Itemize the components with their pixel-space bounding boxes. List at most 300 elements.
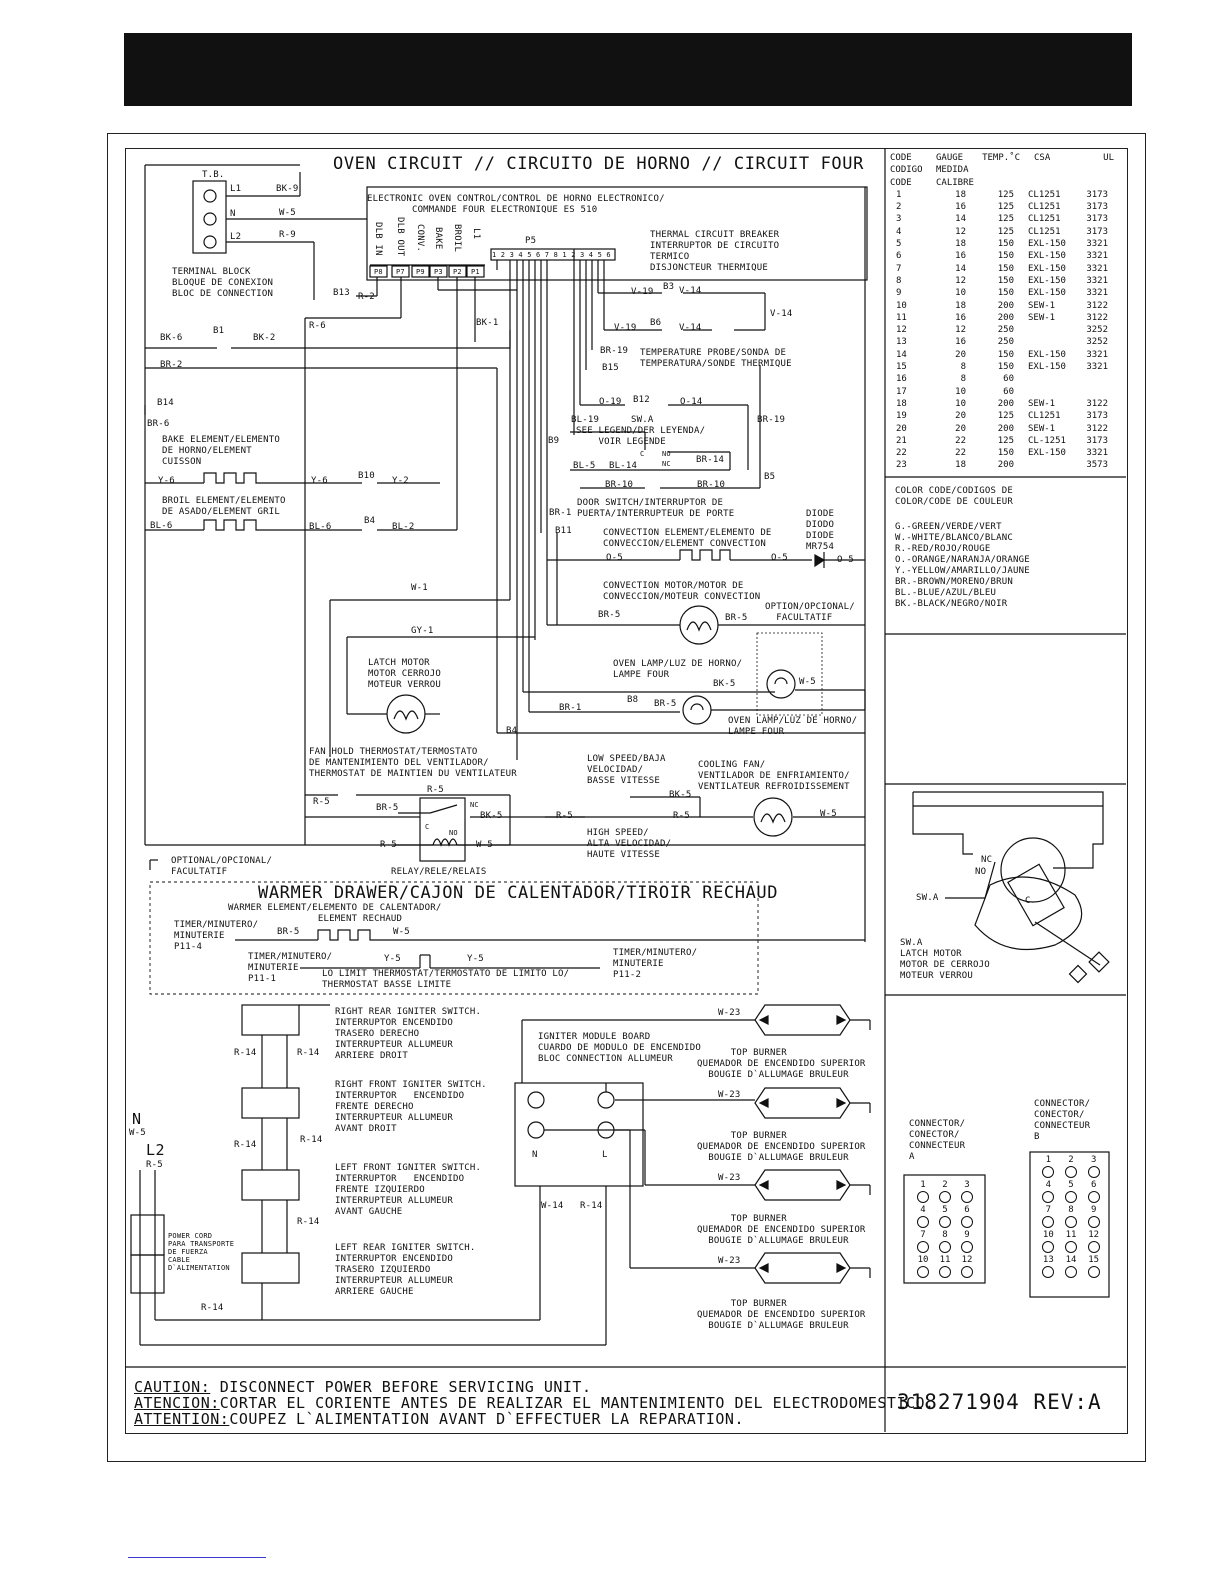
- table-cell: 3173: [1086, 226, 1108, 237]
- table-cell: CL1251: [1028, 189, 1061, 200]
- wire-br6: BR-6: [147, 419, 170, 429]
- wire-br10-a: BR-10: [605, 480, 634, 490]
- table-cell: 3173: [1086, 411, 1108, 422]
- b4-label-a: B4: [364, 516, 376, 526]
- wire-bl19: BL-19: [571, 415, 600, 425]
- table-cell: 20: [955, 349, 966, 360]
- table-cell: EXL-150: [1028, 288, 1066, 299]
- p3-label: P3: [434, 268, 443, 276]
- connector-a-pins: [912, 1180, 978, 1278]
- table-row: [890, 361, 1114, 373]
- table-cell: 18: [955, 239, 966, 250]
- table-cell: CL-1251: [1028, 435, 1066, 446]
- table-cell: SEW-1: [1028, 423, 1056, 434]
- table-row: [890, 447, 1114, 459]
- table-cell: EXL-150: [1028, 362, 1066, 373]
- table-header-gauge: GAUGE MEDIDA CALIBRE: [936, 153, 974, 188]
- wire-br5-b: BR-5: [725, 613, 748, 623]
- table-cell: 150: [997, 362, 1014, 373]
- pin-number: 3: [1090, 1155, 1097, 1165]
- table-cell: SEW-1: [1028, 398, 1056, 409]
- table-cell: 18: [955, 300, 966, 311]
- wire-r9: R-9: [279, 230, 296, 240]
- part-number: 318271904 REV:A: [897, 1390, 1102, 1414]
- table-cell: 2: [896, 202, 902, 213]
- p5-pin-number: 2: [571, 251, 576, 259]
- pin-socket: [1088, 1266, 1100, 1278]
- wire-r14-b: R-14: [297, 1048, 320, 1058]
- wire-br5-c: BR-5: [654, 699, 677, 709]
- table-cell: [1014, 373, 1080, 385]
- pin-number: 10: [917, 1255, 929, 1265]
- pin-socket: [961, 1241, 973, 1253]
- pin-socket: [1065, 1216, 1077, 1228]
- wire-w23-a: W-23: [718, 1008, 741, 1018]
- b3-label: B3: [663, 282, 675, 292]
- table-cell: 3321: [1086, 448, 1108, 459]
- latch-no-label: NO: [975, 867, 987, 877]
- table-cell: 10: [896, 300, 907, 311]
- table-cell: 14: [955, 214, 966, 225]
- table-row: [890, 435, 1114, 447]
- table-cell: 14: [955, 263, 966, 274]
- cooling-fan-label: COOLING FAN/ VENTILADOR DE ENFRIAMIENTO/ VENTILATEUR REFROIDISSEMENT: [698, 760, 850, 792]
- table-cell: 150: [997, 349, 1014, 360]
- pin-number: 5: [1068, 1180, 1074, 1190]
- table-cell: 3173: [1086, 189, 1108, 200]
- table-cell: 13: [896, 337, 907, 348]
- connector-pin: [912, 1255, 934, 1278]
- pin-socket: [917, 1266, 929, 1278]
- color-code-item: BK.-BLACK/NEGRO/NOIR: [895, 599, 1008, 609]
- table-cell: 18: [896, 398, 907, 409]
- table-body: [890, 189, 1114, 472]
- table-cell: [1014, 386, 1080, 398]
- diagram-title: OVEN CIRCUIT // CIRCUITO DE HORNO // CIRCUIT FOUR: [333, 154, 864, 174]
- oven-lamp-label-1: OVEN LAMP/LUZ DE HORNO/ LAMPE FOUR: [613, 659, 743, 680]
- pin-socket: [961, 1216, 973, 1228]
- color-code-item: O.-ORANGE/NARANJA/ORANGE: [895, 555, 1030, 565]
- wire-br14: BR-14: [696, 455, 725, 465]
- table-row: [890, 238, 1114, 250]
- table-cell: 250: [997, 337, 1014, 348]
- wire-w5-c: W-5: [820, 809, 837, 819]
- pin-number: 1: [920, 1180, 926, 1190]
- connector-pin: [1037, 1255, 1060, 1278]
- dlb-out-label: DLB OUT: [395, 217, 405, 257]
- connector-pin: [956, 1205, 978, 1228]
- pin-socket: [939, 1266, 951, 1278]
- p5-pin-number: 2: [500, 251, 506, 259]
- table-cell: 9: [896, 288, 902, 299]
- table-cell: 10: [955, 288, 966, 299]
- l2-big-label: L2: [146, 1141, 166, 1159]
- connector-pin: [1037, 1230, 1060, 1253]
- n-big-label: N: [132, 1110, 142, 1128]
- p5-pin-number: 6: [536, 251, 541, 259]
- wire-v14-b: V-14: [770, 309, 793, 319]
- table-header-code: CODE CODIGO CODE: [890, 153, 923, 188]
- warmer-element-label: WARMER ELEMENT/ELEMENTO DE CALENTADOR/ ELEMENT RECHAUD: [228, 903, 442, 924]
- b5-label: B5: [764, 472, 776, 482]
- table-row: [890, 300, 1114, 312]
- wire-w5-b: W-5: [799, 677, 816, 687]
- latch-swa-label: SW.A: [916, 893, 939, 903]
- connector-pin: [1037, 1155, 1060, 1178]
- atencion-label: ATENCION:: [134, 1394, 220, 1412]
- connector-pin: [1082, 1180, 1105, 1203]
- table-cell: 200: [997, 423, 1014, 434]
- table-row: [890, 398, 1114, 410]
- table-cell: 150: [997, 288, 1014, 299]
- left-front-switch-label: LEFT FRONT IGNITER SWITCH. INTERRUPTOR ENCENDIDO FRENTE IZQUIERDO INTERRUPTEUR ALLUMEUR AVANT GAUCHE: [335, 1163, 482, 1217]
- pin-number: 9: [964, 1230, 970, 1240]
- table-row: [890, 336, 1114, 348]
- table-cell: 12: [896, 325, 907, 336]
- wire-br10-b: BR-10: [697, 480, 726, 490]
- table-cell: 3321: [1086, 275, 1108, 286]
- table-cell: 3321: [1086, 251, 1108, 262]
- wire-br2: BR-2: [160, 360, 183, 370]
- table-row: [890, 201, 1114, 213]
- wire-w23-c: W-23: [718, 1173, 741, 1183]
- wire-y5-a: Y-5: [384, 954, 401, 964]
- pin-number: 10: [1042, 1230, 1054, 1240]
- wire-r5-c: R-5: [556, 811, 573, 821]
- pin-number: 2: [1068, 1155, 1074, 1165]
- pin-number: 11: [939, 1255, 951, 1265]
- table-cell: 3321: [1086, 349, 1108, 360]
- table-cell: 125: [997, 411, 1014, 422]
- swa-label: SW.A: [631, 415, 654, 425]
- low-speed-label: LOW SPEED/BAJA VELOCIDAD/ BASSE VITESSE: [587, 754, 666, 786]
- pin-socket: [917, 1216, 929, 1228]
- table-cell: 22: [955, 448, 966, 459]
- table-cell: 3252: [1086, 325, 1108, 336]
- table-cell: 17: [896, 386, 907, 397]
- wire-br5-d: BR-5: [376, 803, 399, 813]
- table-cell: 10: [955, 386, 966, 397]
- wire-r5-f: R-5: [146, 1160, 163, 1170]
- wire-br5-a: BR-5: [598, 610, 621, 620]
- dlb-in-label: DLB IN: [373, 222, 383, 256]
- pin-number: 3: [964, 1180, 970, 1190]
- table-cell: 250: [997, 325, 1014, 336]
- wire-v19-a: V-19: [631, 287, 654, 297]
- table-cell: SEW-1: [1028, 300, 1056, 311]
- table-cell: EXL-150: [1028, 251, 1066, 262]
- b9-label: B9: [548, 436, 560, 446]
- pin-number: 8: [942, 1230, 948, 1240]
- p2-label: P2: [453, 268, 462, 276]
- table-header-temp: TEMP.˚C: [982, 153, 1020, 163]
- lo-limit-label: LO LIMIT THERMOSTAT/TERMOSTATO DE LIMITO LO/ THERMOSTAT BASSE LIMITE: [322, 969, 570, 990]
- connector-pin: [1082, 1155, 1105, 1178]
- pin-socket: [939, 1216, 951, 1228]
- wire-w5-d: W-5: [476, 840, 493, 850]
- color-code-item: Y.-YELLOW/AMARILLO/JAUNE: [895, 566, 1030, 576]
- table-row: [890, 263, 1114, 275]
- wire-r14-a: R-14: [234, 1048, 257, 1058]
- wire-y6-b: Y-6: [311, 476, 328, 486]
- table-cell: 15: [896, 362, 907, 373]
- table-cell: 1: [896, 189, 902, 200]
- table-cell: 3122: [1086, 300, 1108, 311]
- wire-br1-b: BR-1: [559, 703, 582, 713]
- wire-br5-e: BR-5: [277, 927, 300, 937]
- latch-caption: SW.A LATCH MOTOR MOTOR DE CERROJO MOTEUR VERROU: [900, 938, 990, 981]
- table-cell: 3122: [1086, 423, 1108, 434]
- connector-pin: [1037, 1180, 1060, 1203]
- wire-v19-b: V-19: [614, 323, 637, 333]
- wire-bk2: BK-2: [253, 333, 276, 343]
- conv-label: CONV.: [415, 224, 425, 253]
- burner-label-3: TOP BURNER QUEMADOR DE ENCENDIDO SUPERIOR BOUGIE D`ALLUMAGE BRULEUR: [697, 1214, 866, 1246]
- switch-c-label: C: [640, 450, 645, 458]
- table-cell: EXL-150: [1028, 448, 1066, 459]
- latch-nc-label: NC: [981, 855, 993, 865]
- table-cell: 16: [896, 374, 907, 385]
- module-l-label: L: [602, 1150, 608, 1160]
- connector-pin: [1060, 1230, 1083, 1253]
- table-cell: 20: [955, 411, 966, 422]
- wire-r5-a: R-5: [427, 785, 444, 795]
- table-row: [890, 423, 1114, 435]
- broil-element-label: BROIL ELEMENT/ELEMENTO DE ASADO/ELEMENT GRIL: [162, 496, 286, 517]
- pin-number: 13: [1042, 1255, 1054, 1265]
- table-cell: 10: [955, 398, 966, 409]
- table-cell: 18: [955, 460, 966, 471]
- table-cell: 3173: [1086, 202, 1108, 213]
- table-cell: 150: [997, 275, 1014, 286]
- p5-pin-number: 3: [580, 251, 585, 259]
- pin-number: 4: [1045, 1180, 1052, 1190]
- convection-motor-label: CONVECTION MOTOR/MOTOR DE CONVECCION/MOTEUR CONVECTION: [603, 581, 761, 602]
- b13-label: B13: [333, 288, 350, 298]
- caution-text: DISCONNECT POWER BEFORE SERVICING UNIT.: [210, 1378, 592, 1396]
- table-cell: 16: [955, 251, 966, 262]
- pin-socket: [1088, 1166, 1100, 1178]
- warmer-drawer-title: WARMER DRAWER/CAJON DE CALENTADOR/TIROIR RECHAUD: [258, 883, 779, 903]
- table-cell: CL1251: [1028, 411, 1061, 422]
- pin-number: 7: [1045, 1205, 1052, 1215]
- table-cell: EXL-150: [1028, 275, 1066, 286]
- relay-label: RELAY/RELE/RELAIS: [391, 867, 487, 877]
- timer-label-2: TIMER/MINUTERO/ MINUTERIE P11-1: [248, 952, 333, 984]
- pin-number: 9: [1090, 1205, 1097, 1215]
- wire-bk5-c: BK-5: [669, 790, 692, 800]
- connector-pin: [934, 1205, 956, 1228]
- table-cell: 6: [896, 251, 902, 262]
- table-cell: [1014, 324, 1080, 336]
- table-cell: 8: [960, 374, 966, 385]
- attention-label: ATTENTION:: [134, 1410, 230, 1428]
- table-cell: 4: [896, 226, 902, 237]
- table-cell: 3122: [1086, 398, 1108, 409]
- p5-pin-number: 4: [518, 251, 523, 259]
- b11-label: B11: [555, 526, 572, 536]
- table-cell: 125: [997, 202, 1014, 213]
- latch-c-label: C: [1025, 896, 1031, 906]
- fan-hold-thermostat-label: FAN HOLD THERMOSTAT/TERMOSTATO DE MANTENIMIENTO DEL VENTILADOR/ THERMOSTAT DE MAINTIEN DU VENTILATEUR: [309, 747, 517, 779]
- l2-label: L2: [230, 232, 242, 242]
- pin-number: 8: [1068, 1205, 1074, 1215]
- color-code-item: G.-GREEN/VERDE/VERT: [895, 522, 1002, 532]
- table-cell: 3122: [1086, 312, 1108, 323]
- wire-o5-b: O-5: [771, 553, 788, 563]
- burner-label-2: TOP BURNER QUEMADOR DE ENCENDIDO SUPERIOR BOUGIE D`ALLUMAGE BRULEUR: [697, 1131, 866, 1163]
- table-row: [890, 410, 1114, 422]
- wire-bk9: BK-9: [276, 184, 299, 194]
- connector-pin: [1060, 1155, 1083, 1178]
- table-cell: 150: [997, 448, 1014, 459]
- broil-label: BROIL: [452, 224, 462, 253]
- table-cell: 8: [896, 275, 902, 286]
- table-cell: 12: [955, 226, 966, 237]
- pin-number: 7: [920, 1230, 926, 1240]
- table-cell: [1080, 386, 1108, 398]
- table-cell: 23: [896, 460, 907, 471]
- pin-number: 15: [1088, 1255, 1100, 1265]
- table-cell: 125: [997, 226, 1014, 237]
- table-cell: 22: [955, 435, 966, 446]
- attention-text: COUPEZ L`ALIMENTATION AVANT D`EFFECTUER LA REPARATION.: [229, 1410, 744, 1428]
- color-code-item: W.-WHITE/BLANCO/BLANC: [895, 533, 1013, 543]
- pin-number: 5: [942, 1205, 948, 1215]
- table-row: [890, 459, 1114, 471]
- wire-bl5: BL-5: [573, 461, 596, 471]
- option-label: OPTION/OPCIONAL/ FACULTATIF: [765, 602, 855, 623]
- table-row: [890, 189, 1114, 201]
- connector-pin: [1082, 1255, 1105, 1278]
- p8-label: P8: [374, 268, 383, 276]
- temp-probe-label: TEMPERATURE PROBE/SONDA DE TEMPERATURA/SONDE THERMIQUE: [640, 348, 792, 369]
- table-row: [890, 287, 1114, 299]
- pin-socket: [1042, 1216, 1054, 1228]
- caution-label: CAUTION:: [134, 1378, 211, 1396]
- p7-label: P7: [396, 268, 405, 276]
- wire-y6-a: Y-6: [158, 476, 175, 486]
- eoc-label: ELECTRONIC OVEN CONTROL/CONTROL DE HORNO ELECTRONICO/ COMMANDE FOUR ELECTRONIQUE ES 510: [367, 194, 665, 215]
- wire-bk1: BK-1: [476, 318, 499, 328]
- pin-socket: [1065, 1241, 1077, 1253]
- table-cell: 16: [955, 337, 966, 348]
- connector-pin: [956, 1230, 978, 1253]
- wire-bl6-a: BL-6: [150, 521, 173, 531]
- table-cell: 60: [1003, 374, 1014, 385]
- door-switch-label: DOOR SWITCH/INTERRUPTOR DE PUERTA/INTERRUPTEUR DE PORTE: [577, 498, 735, 519]
- b1-label: B1: [213, 326, 225, 336]
- wire-gy1: GY-1: [411, 626, 434, 636]
- pin-number: 11: [1065, 1230, 1077, 1240]
- wire-r14-f: R-14: [201, 1303, 224, 1313]
- table-header-csa: CSA: [1034, 153, 1051, 163]
- wire-o5-a: O-5: [606, 553, 623, 563]
- connector-pin: [956, 1255, 978, 1278]
- wire-y5-b: Y-5: [467, 954, 484, 964]
- wire-w1: W-1: [411, 583, 428, 593]
- table-cell: CL1251: [1028, 226, 1061, 237]
- table-cell: 18: [955, 189, 966, 200]
- wire-w14: W-14: [541, 1201, 564, 1211]
- p5-pin-number: 4: [588, 251, 594, 259]
- table-row: [890, 312, 1114, 324]
- p5-pin-number: 5: [597, 251, 602, 259]
- wire-spec-table: [890, 152, 1114, 472]
- wire-o5-c: O-5: [837, 555, 854, 565]
- connector-pin: [1082, 1230, 1105, 1253]
- pin-socket: [1042, 1191, 1054, 1203]
- p5-pin-number: 1: [562, 251, 567, 259]
- color-code-item: R.-RED/ROJO/ROUGE: [895, 544, 991, 554]
- connector-pin: [1060, 1255, 1083, 1278]
- pin-socket: [1088, 1216, 1100, 1228]
- table-cell: 22: [896, 448, 907, 459]
- igniter-module-label: IGNITER MODULE BOARD CUARDO DE MODULO DE ENCENDIDO BLOC CONNECTION ALLUMEUR: [538, 1032, 701, 1064]
- table-cell: 16: [955, 202, 966, 213]
- p5-pin-number: 3: [509, 251, 514, 259]
- connector-pin: [912, 1180, 934, 1203]
- thermal-breaker-label: THERMAL CIRCUIT BREAKER INTERRUPTOR DE CIRCUITO TERMICO DISJONCTEUR THERMIQUE: [650, 230, 780, 273]
- wire-br19-a: BR-19: [600, 346, 629, 356]
- wire-bl14: BL-14: [609, 461, 638, 471]
- table-cell: 19: [896, 411, 907, 422]
- pin-number: 6: [964, 1205, 970, 1215]
- table-cell: [1014, 336, 1080, 348]
- pin-socket: [1088, 1191, 1100, 1203]
- bake-label: BAKE: [433, 227, 443, 250]
- wire-v14-c: V-14: [679, 323, 702, 333]
- switch-nc-label: NC: [662, 460, 671, 468]
- left-rear-switch-label: LEFT REAR IGNITER SWITCH. INTERRUPTOR ENCENDIDO TRASERO IZQUIERDO INTERRUPTEUR ALLUMEUR ARRIERE GAUCHE: [335, 1243, 476, 1297]
- right-front-switch-label: RIGHT FRONT IGNITER SWITCH. INTERRUPTOR ENCENDIDO FRENTE DERECHO INTERRUPTEUR ALLUMEUR AVANT DROIT: [335, 1080, 487, 1134]
- connector-pin: [1082, 1205, 1105, 1228]
- color-code-list: [895, 522, 1030, 610]
- pin-socket: [961, 1266, 973, 1278]
- table-cell: EXL-150: [1028, 349, 1066, 360]
- power-cord-label: POWER CORD PARA TRANSPORTE DE FUERZA CABLE D`ALIMENTATION: [168, 1232, 235, 1272]
- table-cell: 12: [955, 325, 966, 336]
- table-cell: CL1251: [1028, 214, 1061, 225]
- table-row: [890, 386, 1114, 398]
- pin-number: 4: [920, 1205, 926, 1215]
- table-row: [890, 349, 1114, 361]
- table-cell: 3321: [1086, 263, 1108, 274]
- p5-label: P5: [525, 236, 537, 246]
- connector-pin: [934, 1230, 956, 1253]
- connector-pin: [934, 1255, 956, 1278]
- timer-label-3: TIMER/MINUTERO/ MINUTERIE P11-2: [613, 948, 698, 980]
- wire-r14-e: R-14: [297, 1217, 320, 1227]
- table-cell: 11: [896, 312, 907, 323]
- table-row: [890, 275, 1114, 287]
- connector-pin: [912, 1205, 934, 1228]
- pin-socket: [917, 1191, 929, 1203]
- pin-number: 2: [942, 1180, 948, 1190]
- table-cell: 3173: [1086, 435, 1108, 446]
- wire-r14-g: R-14: [580, 1201, 603, 1211]
- table-cell: 200: [997, 312, 1014, 323]
- connector-pin: [934, 1180, 956, 1203]
- diode-label: DIODE DIODO DIODE MR754: [806, 509, 835, 552]
- p5-pin-number: 7: [544, 251, 550, 259]
- pin-socket: [1042, 1166, 1054, 1178]
- wire-r14-d: R-14: [300, 1135, 323, 1145]
- b4-label-b: B4: [506, 726, 518, 736]
- timer-label-1: TIMER/MINUTERO/ MINUTERIE P11-4: [174, 920, 259, 952]
- wire-bk5-b: BK-5: [480, 811, 503, 821]
- p5-pin-number: 1: [492, 251, 497, 259]
